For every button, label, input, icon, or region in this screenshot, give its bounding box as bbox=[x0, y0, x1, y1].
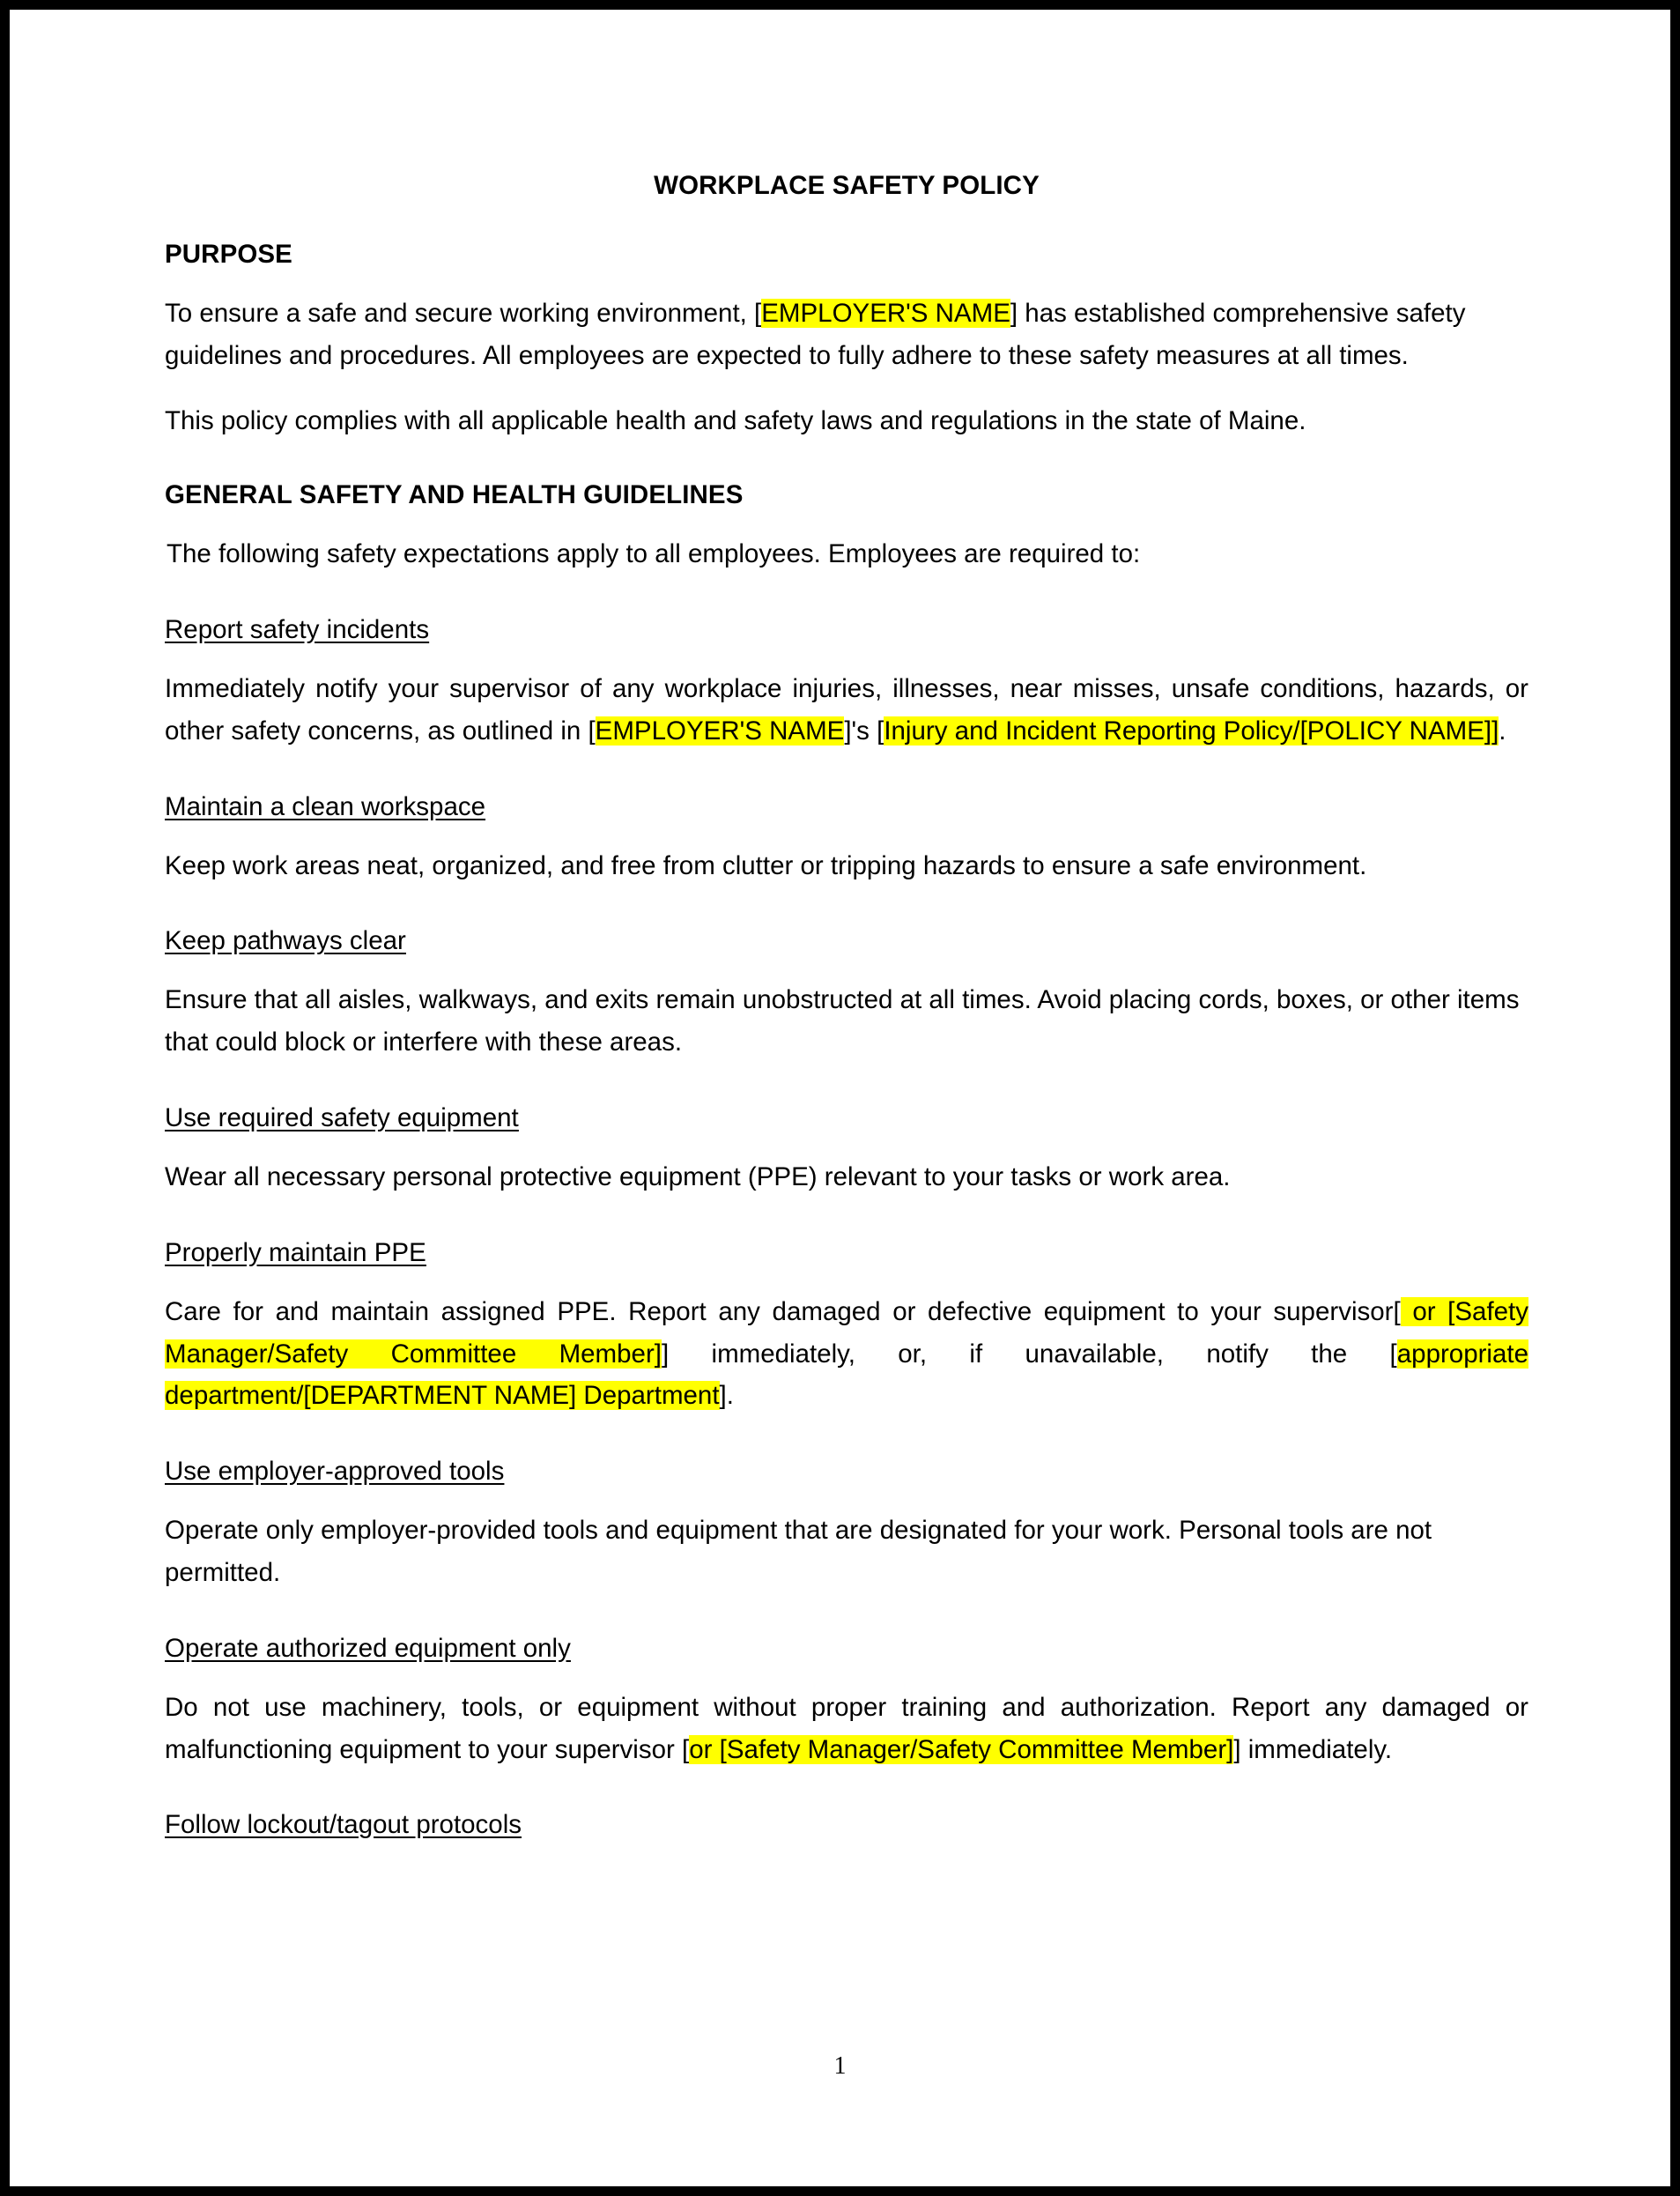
page-number: 1 bbox=[833, 2052, 847, 2080]
report-incidents-paragraph bbox=[165, 645, 1528, 753]
sub-heading-maintain-clean-workspace-label: Maintain a clean workspace bbox=[165, 791, 486, 821]
pathways-paragraph: Ensure that all aisles, walkways, and exits remain unobstructed at all times. Avoid placing cords, boxes, or other items that could block or interfere with these areas. bbox=[165, 985, 1520, 1057]
page-title: WORKPLACE SAFETY POLICY bbox=[654, 171, 1040, 200]
highlight-employer-name-2: EMPLOYER'S NAME bbox=[595, 716, 845, 746]
sub-heading-operate-authorized-equipment-only-label: Operate authorized equipment only bbox=[165, 1633, 571, 1663]
purpose-paragraph-2: This policy complies with all applicable health and safety laws and regulations in the state of Maine. bbox=[165, 405, 1306, 435]
sub-heading-use-required-safety-equipment bbox=[165, 1064, 1528, 1133]
sub-heading-use-employer-approved-tools bbox=[165, 1417, 1528, 1487]
report-incidents-part2: ]'s [ bbox=[844, 716, 884, 746]
approved-tools-paragraph: Operate only employer-provided tools and equipment that are designated for your work. Personal tools are not permitted. bbox=[165, 1516, 1432, 1587]
maintain-ppe-paragraph bbox=[165, 1268, 1528, 1417]
highlight-safety-manager-committee: or [Safety Manager/Safety Committee Member] bbox=[165, 1296, 1529, 1369]
section-heading-general-safety: GENERAL SAFETY AND HEALTH GUIDELINES bbox=[165, 480, 744, 510]
authorized-equipment-part1: Do not use machinery, tools, or equipment without proper training and authorization. Report any damaged or malfunctioning equipment to your supervisor [ bbox=[165, 1692, 1528, 1764]
safety-equipment-paragraph: Wear all necessary personal protective equipment (PPE) relevant to your tasks or work area. bbox=[165, 1162, 1231, 1192]
sub-heading-properly-maintain-ppe-label: Properly maintain PPE bbox=[165, 1237, 426, 1267]
maintain-ppe-part1: Care for and maintain assigned PPE. Report any damaged or defective equipment to your supervisor[ bbox=[165, 1296, 1401, 1326]
highlight-employer-name: EMPLOYER'S NAME bbox=[761, 299, 1010, 328]
sub-heading-properly-maintain-ppe bbox=[165, 1198, 1528, 1268]
sub-heading-operate-authorized-equipment-only bbox=[165, 1594, 1528, 1664]
sub-heading-use-employer-approved-tools-label: Use employer-approved tools bbox=[165, 1457, 505, 1487]
authorized-equipment-paragraph bbox=[165, 1664, 1528, 1771]
sub-heading-maintain-clean-workspace bbox=[165, 753, 1528, 822]
sub-heading-keep-pathways-clear bbox=[165, 887, 1528, 956]
section-heading-purpose: PURPOSE bbox=[165, 240, 292, 269]
general-intro-paragraph: The following safety expectations apply to all employees. Employees are required to: bbox=[167, 539, 1141, 569]
highlight-injury-reporting-policy: Injury and Incident Reporting Policy/[POLICY NAME]] bbox=[884, 716, 1499, 746]
clean-workspace-paragraph: Keep work areas neat, organized, and free from clutter or tripping hazards to ensure a safe environment. bbox=[165, 850, 1367, 880]
sub-heading-report-safety-incidents bbox=[165, 575, 1528, 645]
purpose-p1-part2: ] has established comprehensive safety guidelines and procedures. All employees are expected to fully adhere to these safety measures at all times. bbox=[165, 299, 1466, 370]
sub-heading-follow-lockout-tagout-protocols-label: Follow lockout/tagout protocols bbox=[165, 1810, 522, 1840]
sub-heading-follow-lockout-tagout-protocols bbox=[165, 1770, 1528, 1840]
authorized-equipment-part2: ] immediately. bbox=[1233, 1734, 1393, 1764]
sub-heading-keep-pathways-clear-label: Keep pathways clear bbox=[165, 926, 406, 956]
purpose-p1-part1: To ensure a safe and secure working environment, [ bbox=[165, 299, 762, 328]
highlight-safety-manager-committee-2: or [Safety Manager/Safety Committee Member] bbox=[689, 1734, 1234, 1764]
sub-heading-report-safety-incidents-label: Report safety incidents bbox=[165, 615, 430, 645]
maintain-ppe-part2: ] immediately, or, if unavailable, notify the [ bbox=[661, 1339, 1397, 1369]
report-incidents-part3: . bbox=[1499, 716, 1506, 746]
purpose-paragraph-1 bbox=[165, 270, 1528, 377]
maintain-ppe-part3: ]. bbox=[719, 1381, 734, 1411]
highlight-appropriate-department: appropriate department/[DEPARTMENT NAME] Department bbox=[165, 1339, 1528, 1411]
report-incidents-part1: Immediately notify your supervisor of any workplace injuries, illnesses, near misses, unsafe conditions, hazards, or other safety concerns, as outlined in [ bbox=[165, 674, 1528, 746]
sub-heading-use-required-safety-equipment-label: Use required safety equipment bbox=[165, 1103, 519, 1133]
document-content bbox=[165, 10, 1528, 1840]
